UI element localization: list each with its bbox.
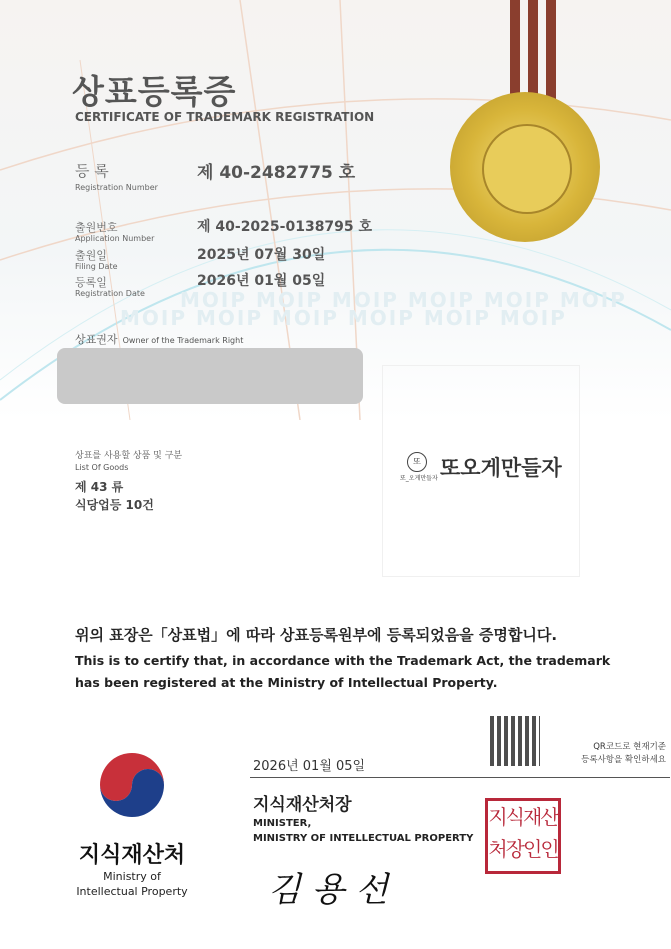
registration-number: 제 40-2482775 호 — [197, 158, 355, 183]
watermark: MOIP MOIP MOIP MOIP MOIP MOIP — [120, 306, 567, 330]
registration-number-label-en: Registration Number — [75, 183, 158, 192]
trademark-logo-icon: 또 — [407, 452, 427, 472]
issue-date: 2026년 01월 05일 — [253, 755, 365, 774]
stamp-text-1: 지식재산 — [488, 801, 558, 833]
redacted-owner — [57, 348, 363, 404]
registration-date: 2026년 01월 05일 — [197, 270, 325, 290]
qr-caption-1: QR코드로 현재기준 — [540, 740, 666, 752]
minister-en-1: MINISTER, — [253, 818, 311, 829]
certificate-title: 상표등록증 — [72, 66, 236, 113]
ribbon — [528, 0, 538, 100]
certificate-subtitle: CERTIFICATE OF TRADEMARK REGISTRATION — [75, 110, 374, 124]
goods-label-en: List Of Goods — [75, 463, 128, 472]
minister-en-2: MINISTRY OF INTELLECTUAL PROPERTY — [253, 833, 473, 844]
ribbon — [546, 0, 556, 100]
minister-title: 지식재산처장 — [253, 790, 352, 815]
registration-date-label-en: Registration Date — [75, 289, 145, 298]
certification-english-1: This is to certify that, in accordance with the Trademark Act, the trademark — [75, 653, 610, 668]
gold-seal-emblem — [482, 124, 572, 214]
signature: 김 용 선 — [268, 862, 388, 911]
ministry-name-en-1: Ministry of — [62, 870, 202, 883]
goods-items: 식당업등 10건 — [75, 496, 154, 513]
filing-date-label: 출원일 — [75, 247, 107, 263]
divider — [250, 777, 670, 778]
filing-date-label-en: Filing Date — [75, 262, 118, 271]
qr-caption-2: 등록사항을 확인하세요 — [540, 753, 666, 765]
owner-label-ko: 상표권자 — [75, 333, 118, 346]
stamp-text-2: 처장인인 — [488, 833, 558, 865]
ministry-emblem-icon — [92, 745, 172, 825]
goods-class: 제 43 류 — [75, 478, 123, 495]
certification-korean: 위의 표장은「상표법」에 따라 상표등록원부에 등록되었음을 증명합니다. — [75, 624, 557, 645]
registration-date-label: 등록일 — [75, 274, 107, 290]
application-number: 제 40-2025-0138795 호 — [197, 216, 372, 236]
owner-label-en: Owner of the Trademark Right — [123, 336, 244, 345]
qr-code[interactable] — [490, 716, 540, 766]
filing-date: 2025년 07월 30일 — [197, 244, 325, 264]
trademark-text: 또오게만들자 — [440, 452, 562, 482]
watermark: MOIP MOIP MOIP MOIP MOIP MOIP — [180, 288, 627, 312]
goods-label: 상표를 사용할 상품 및 구분 — [75, 448, 182, 461]
application-number-label-en: Application Number — [75, 234, 154, 243]
official-stamp — [485, 798, 561, 874]
registration-number-label: 등 록 — [75, 160, 109, 181]
ministry-name-en-2: Intellectual Property — [62, 885, 202, 898]
ministry-name: 지식재산처 — [72, 838, 192, 869]
trademark-logo-text: 또_오게만들자 — [400, 473, 438, 482]
ribbon — [510, 0, 520, 100]
owner-label — [75, 331, 243, 345]
certification-english-2: has been registered at the Ministry of Intellectual Property. — [75, 675, 497, 690]
application-number-label: 출원번호 — [75, 219, 118, 235]
